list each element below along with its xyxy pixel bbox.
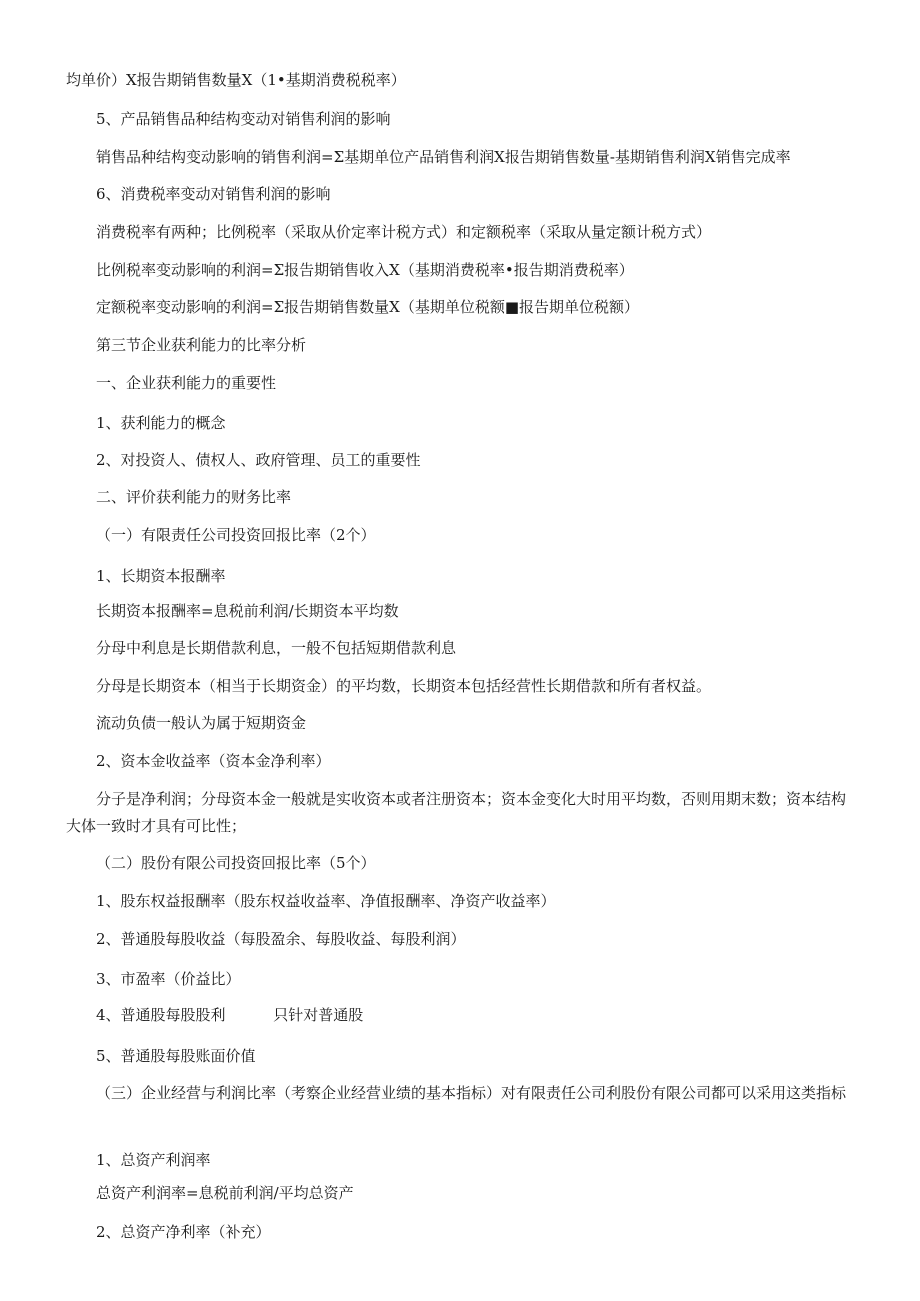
- text-line-total-asset-profit-formula: 总资产利润率=息税前利润/平均总资产: [96, 1184, 354, 1202]
- paragraph-capital-return-note: 分子是净利润；分母资本金一般就是实收资本或者注册资本；资本金变化大时用平均数，否则用期末数；资本结构大体一致时才具有可比性；: [66, 790, 847, 835]
- paragraph-operating-profit-ratios: （三）企业经营与利润比率（考察企业经营业绩的基本指标）对有限责任公司利股份有限公司都可以采用这类指标: [96, 1084, 847, 1102]
- list-item-book-value-per-share: 5、普通股每股账面价值: [96, 1047, 256, 1065]
- text-line-tax-types: 消费税率有两种；比例税率（采取从价定率计税方式）和定额税率（采取从量定额计税方式）: [96, 223, 712, 241]
- list-item-long-term-capital-return: 1、长期资本报酬率: [96, 567, 226, 585]
- text-line-specific-tax-formula: 定额税率变动影响的利润=Σ报告期销售数量X（基期单位税额■报告期单位税额）: [96, 298, 640, 316]
- list-item-stakeholders: 2、对投资人、债权人、政府管理、员工的重要性: [96, 451, 421, 469]
- list-item-concept: 1、获利能力的概念: [96, 414, 226, 432]
- list-item-pe-ratio: 3、市盈率（价益比）: [96, 970, 241, 988]
- text-line-product-mix-formula: 销售品种结构变动影响的销售利润=Σ基期单位产品销售利润X报告期销售数量-基期销售利润X销售完成率: [96, 148, 791, 166]
- list-item-shareholder-equity-return: 1、股东权益报酬率（股东权益收益率、净值报酬率、净资产收益率）: [96, 892, 556, 910]
- heading-consumption-tax-effect: 6、消费税率变动对销售利润的影响: [96, 185, 331, 203]
- text-line-denominator-note: 分母是长期资本（相当于长期资金）的平均数，长期资本包括经营性长期借款和所有者权益。: [96, 677, 712, 695]
- list-item-dividend-per-share: 4、普通股每股股利 只针对普通股: [96, 1006, 364, 1024]
- subheading-joint-stock-returns: （二）股份有限公司投资回报比率（5个）: [96, 854, 376, 872]
- subheading-llc-returns: （一）有限责任公司投资回报比率（2个）: [96, 526, 376, 544]
- list-item-total-asset-profit: 1、总资产利润率: [96, 1151, 211, 1169]
- heading-importance: 一、企业获利能力的重要性: [96, 374, 277, 392]
- list-item-eps: 2、普通股每股收益（每股盈余、每股收益、每股利润）: [96, 930, 466, 948]
- text-line-unit-price-formula: 均单价）X报告期销售数量X（1•基期消费税税率）: [66, 71, 406, 89]
- text-line-current-liabilities: 流动负债一般认为属于短期资金: [96, 714, 307, 732]
- text-line-long-term-capital-formula: 长期资本报酬率=息税前利润/长期资本平均数: [96, 602, 399, 620]
- list-item-total-asset-net-profit: 2、总资产净利率（补充）: [96, 1223, 271, 1241]
- heading-product-mix-effect: 5、产品销售品种结构变动对销售利润的影响: [96, 110, 391, 128]
- list-item-capital-return: 2、资本金收益率（资本金净利率）: [96, 752, 331, 770]
- section-heading-profitability-ratios: 第三节企业获利能力的比率分析: [96, 336, 307, 354]
- text-line-interest-note: 分母中利息是长期借款利息，一般不包括短期借款利息: [96, 639, 457, 657]
- heading-evaluation-ratios: 二、评价获利能力的财务比率: [96, 488, 292, 506]
- text-line-ad-valorem-formula: 比例税率变动影响的利润=Σ报告期销售收入X（基期消费税率•报告期消费税率）: [96, 261, 634, 279]
